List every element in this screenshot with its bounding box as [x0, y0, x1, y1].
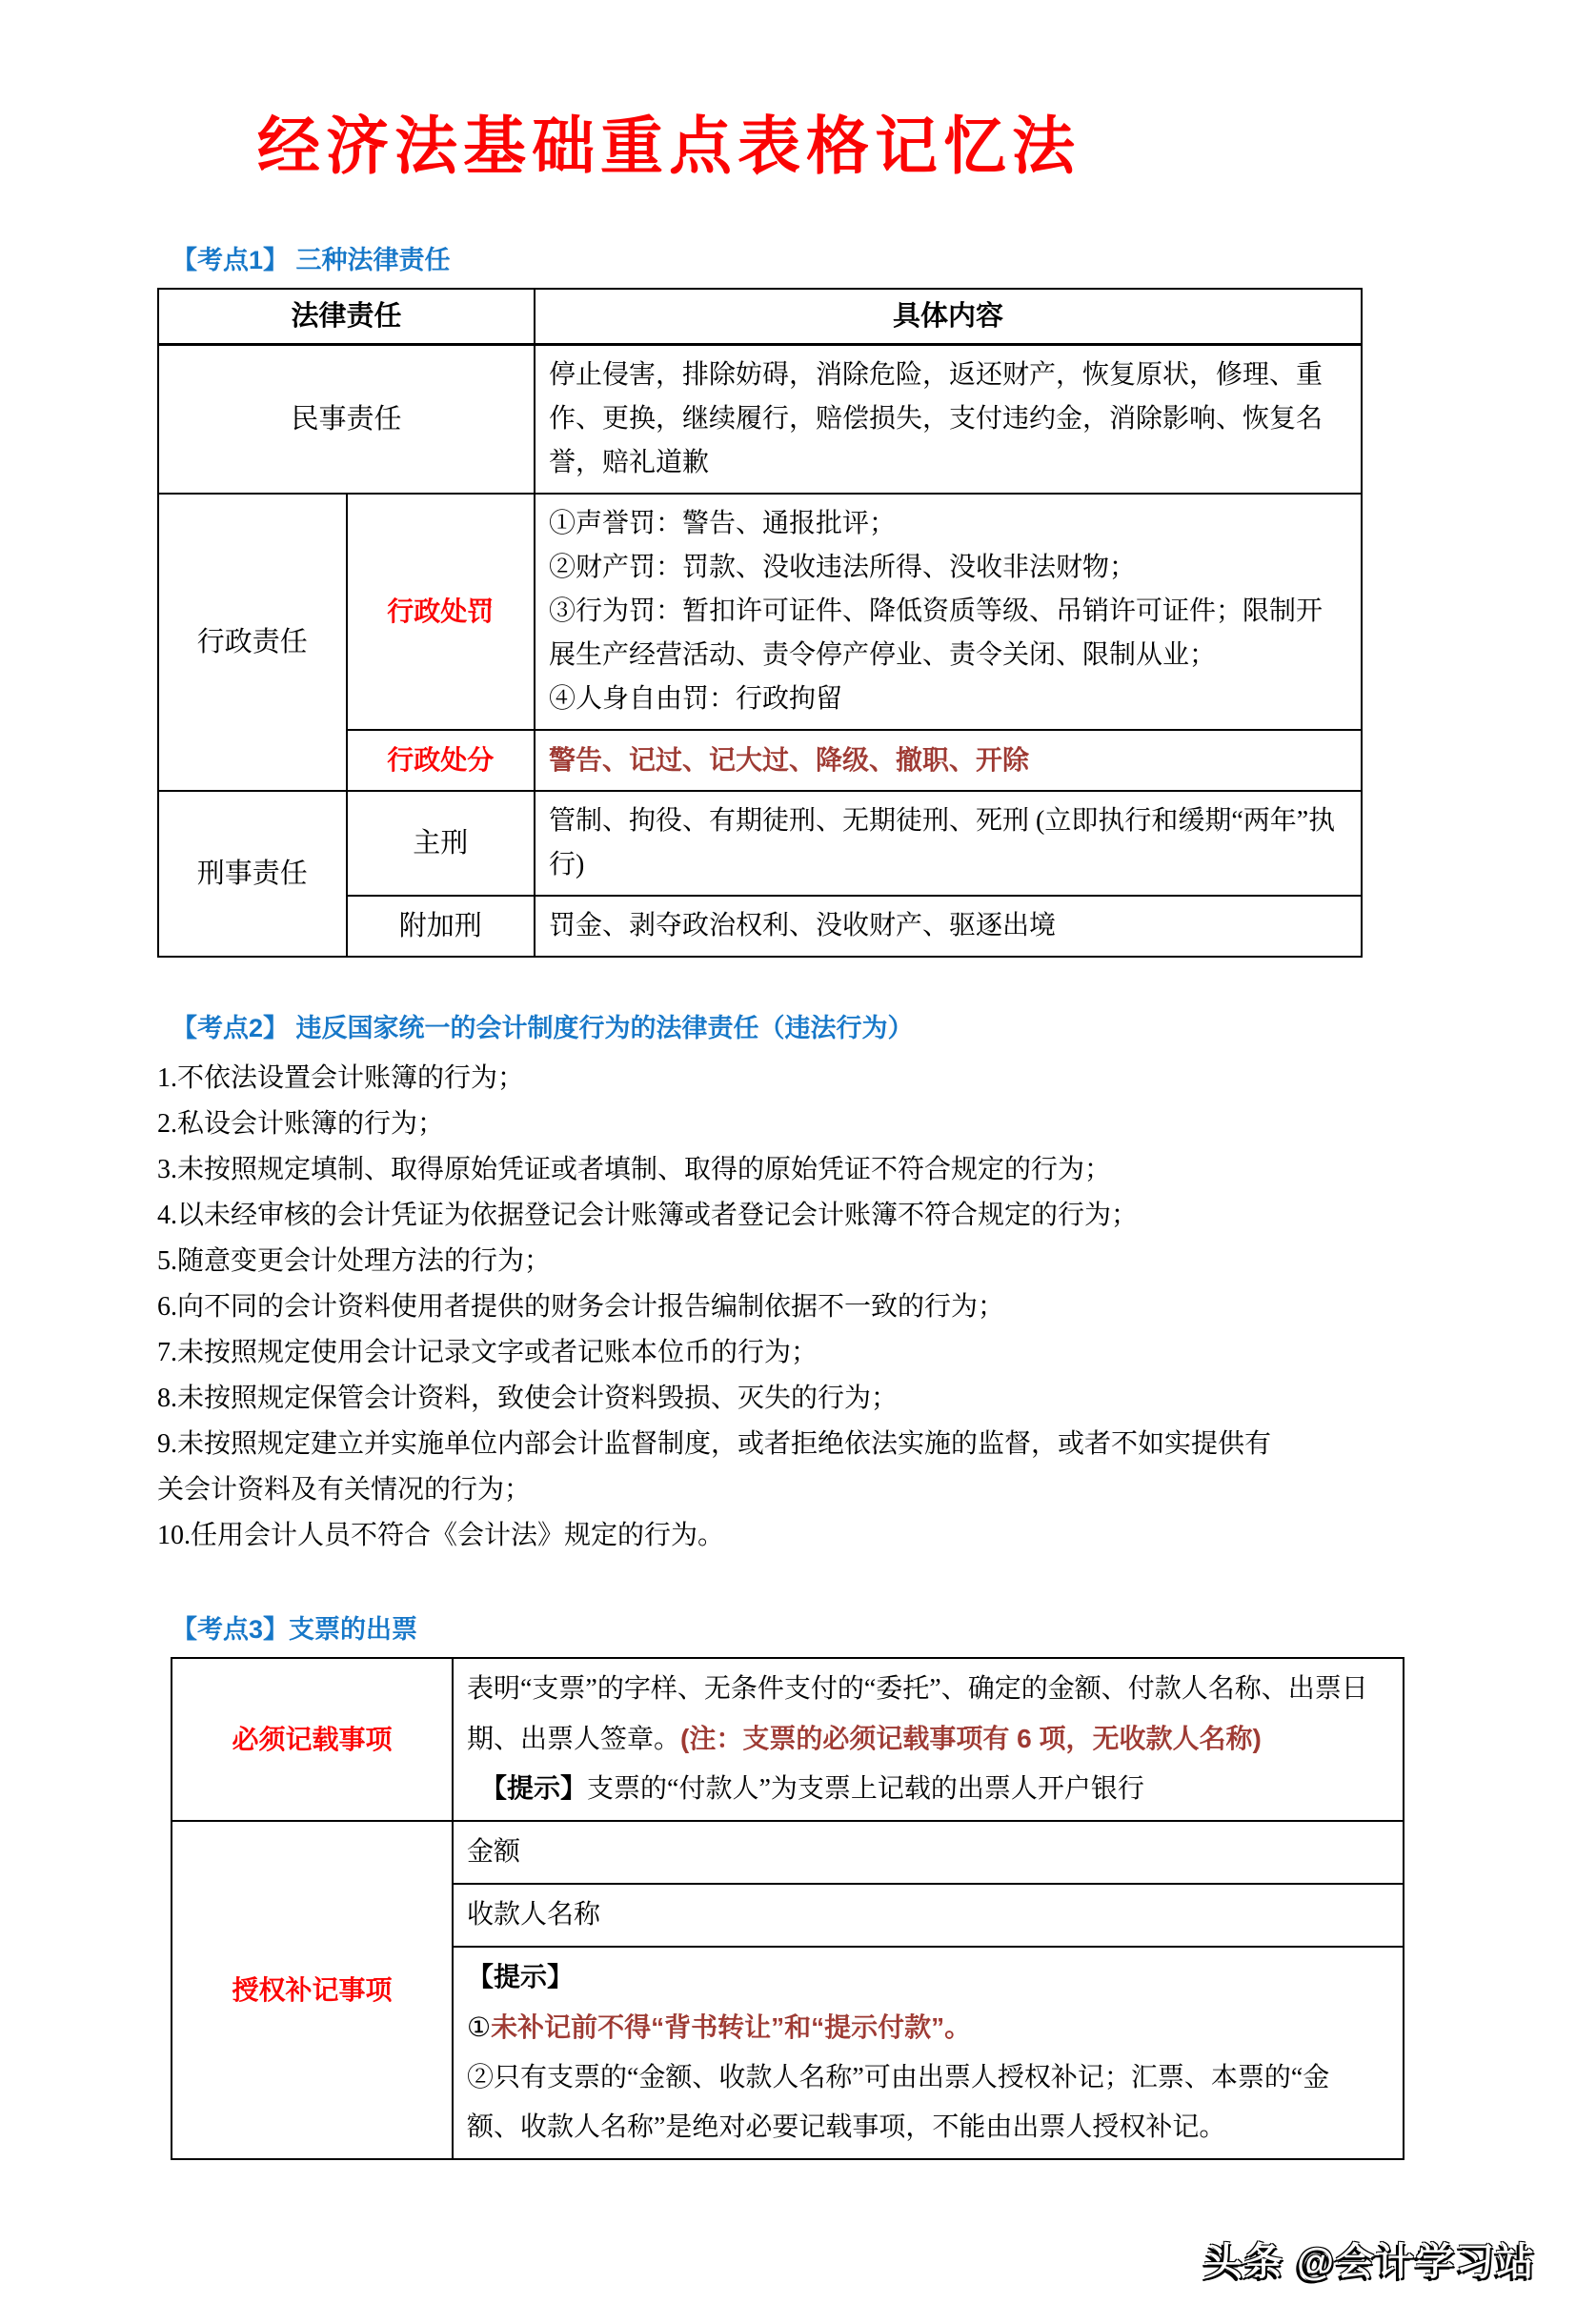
violation-item-5: 5.随意变更会计处理方法的行为； — [157, 1246, 552, 1276]
cheque-issuance-table — [171, 1657, 1404, 2160]
violation-item-6: 6.向不同的会计资料使用者提供的财务会计报告编制依据不一致的行为； — [157, 1292, 1005, 1322]
violation-item-7: 7.未按照规定使用会计记录文字或者记账本位币的行为； — [157, 1338, 818, 1367]
violation-item-9: 9.未按照规定建立并实施单位内部会计监督制度，或者拒绝依法实施的监督，或者不如实提供有关会计资料及有关情况的行为； — [157, 1429, 1272, 1505]
punish-item-1: ①声誉罚：警告、通报批评； — [549, 509, 897, 538]
main-penalty-label: 主刑 — [347, 791, 535, 896]
must-record-note: (注：支票的必须记载事项有 6 项，无收款人名称) — [680, 1724, 1262, 1753]
auth-sub-row-amount — [172, 1821, 1404, 1884]
auth-record-label: 授权补记事项 — [172, 1821, 453, 2159]
must-record-main: 表明“支票”的字样、无条件支付的“委托”、确定的金额、付款人名称、出票日期、出票人签章。 — [467, 1674, 1368, 1754]
section1-heading: 【考点1】 三种法律责任 — [172, 246, 451, 274]
punish-item-4: ④人身自由罚：行政拘留 — [549, 684, 843, 714]
violation-list — [157, 1056, 1272, 1559]
must-record-content — [453, 1658, 1404, 1821]
table-header-row — [158, 289, 1362, 345]
auth-tip-item-1: ①未补记前不得“背书转让”和“提示付款”。 — [467, 2012, 972, 2043]
auth-tip-label: 【提示】 — [467, 1963, 575, 1992]
document-page — [0, 95, 1576, 2324]
criminal-main-row — [158, 791, 1362, 896]
admin-discipline-content: 警告、记过、记大过、降级、撤职、开除 — [535, 730, 1362, 791]
civil-liability-row — [158, 345, 1362, 495]
must-record-label: 必须记载事项 — [172, 1658, 453, 1821]
must-record-text — [467, 1665, 1389, 1765]
auth-amount-cell: 金额 — [453, 1821, 1404, 1884]
violation-item-8: 8.未按照规定保管会计资料，致使会计资料毁损、灭失的行为； — [157, 1384, 899, 1413]
admin-punishment-label: 行政处罚 — [347, 494, 535, 730]
auth-tip-cell — [453, 1947, 1404, 2159]
tip-label: 【提示】 — [480, 1774, 588, 1804]
admin-discipline-label: 行政处分 — [347, 730, 535, 791]
page-title: 经济法基础重点表格记忆法 — [257, 112, 1081, 182]
header-legal-liability: 法律责任 — [158, 289, 535, 345]
watermark: 头条 @会计学习站 — [1203, 2241, 1536, 2283]
admin-liability-label: 行政责任 — [158, 494, 347, 791]
section2-heading: 【考点2】 违反国家统一的会计制度行为的法律责任（违法行为） — [172, 1014, 914, 1042]
violation-item-4: 4.以未经审核的会计凭证为依据登记会计账簿或者登记会计账簿不符合规定的行为； — [157, 1201, 1139, 1230]
main-penalty-content: 管制、拘役、有期徒刑、无期徒刑、死刑 (立即执行和缓期“两年”执行) — [535, 791, 1362, 896]
admin-punishment-row — [158, 494, 1362, 730]
admin-punishment-content — [535, 494, 1362, 730]
content-area — [157, 239, 1424, 2160]
legal-liability-table — [157, 288, 1363, 958]
header-specific-content: 具体内容 — [535, 289, 1362, 345]
criminal-liability-label: 刑事责任 — [158, 791, 347, 957]
violation-item-2: 2.私设会计账簿的行为； — [157, 1109, 445, 1139]
violation-item-1: 1.不依法设置会计账簿的行为； — [157, 1063, 525, 1093]
tip-text: 支票的“付款人”为支票上记载的出票人开户银行 — [587, 1774, 1144, 1804]
must-record-row — [172, 1658, 1404, 1821]
additional-penalty-label: 附加刑 — [347, 896, 535, 957]
violation-item-3: 3.未按照规定填制、取得原始凭证或者填制、取得的原始凭证不符合规定的行为； — [157, 1155, 1112, 1184]
punish-item-3: ③行为罚：暂扣许可证件、降低资质等级、吊销许可证件；限制开展生产经营活动、责令停产停业、责令关闭、限制从业； — [549, 596, 1323, 670]
punish-item-2: ②财产罚：罚款、没收违法所得、没收非法财物； — [549, 553, 1137, 582]
auth-payee-cell: 收款人名称 — [453, 1884, 1404, 1947]
civil-liability-content: 停止侵害，排除妨碍，消除危险，返还财产，恢复原状，修理、重作、更换，继续履行，赔偿损失，支付违约金，消除影响、恢复名誉，赔礼道歉 — [535, 345, 1362, 495]
auth-tip-item-2: ②只有支票的“金额、收款人名称”可由出票人授权补记；汇票、本票的“金额、收款人名称”是绝对必要记载事项，不能由出票人授权补记。 — [467, 2063, 1330, 2142]
additional-penalty-content: 罚金、剥夺政治权利、没收财产、驱逐出境 — [535, 896, 1362, 957]
section3-heading: 【考点3】支票的出票 — [172, 1615, 418, 1644]
must-record-tip — [467, 1765, 1389, 1814]
civil-liability-label: 民事责任 — [158, 345, 535, 495]
violation-item-10: 10.任用会计人员不符合《会计法》规定的行为。 — [157, 1521, 725, 1550]
